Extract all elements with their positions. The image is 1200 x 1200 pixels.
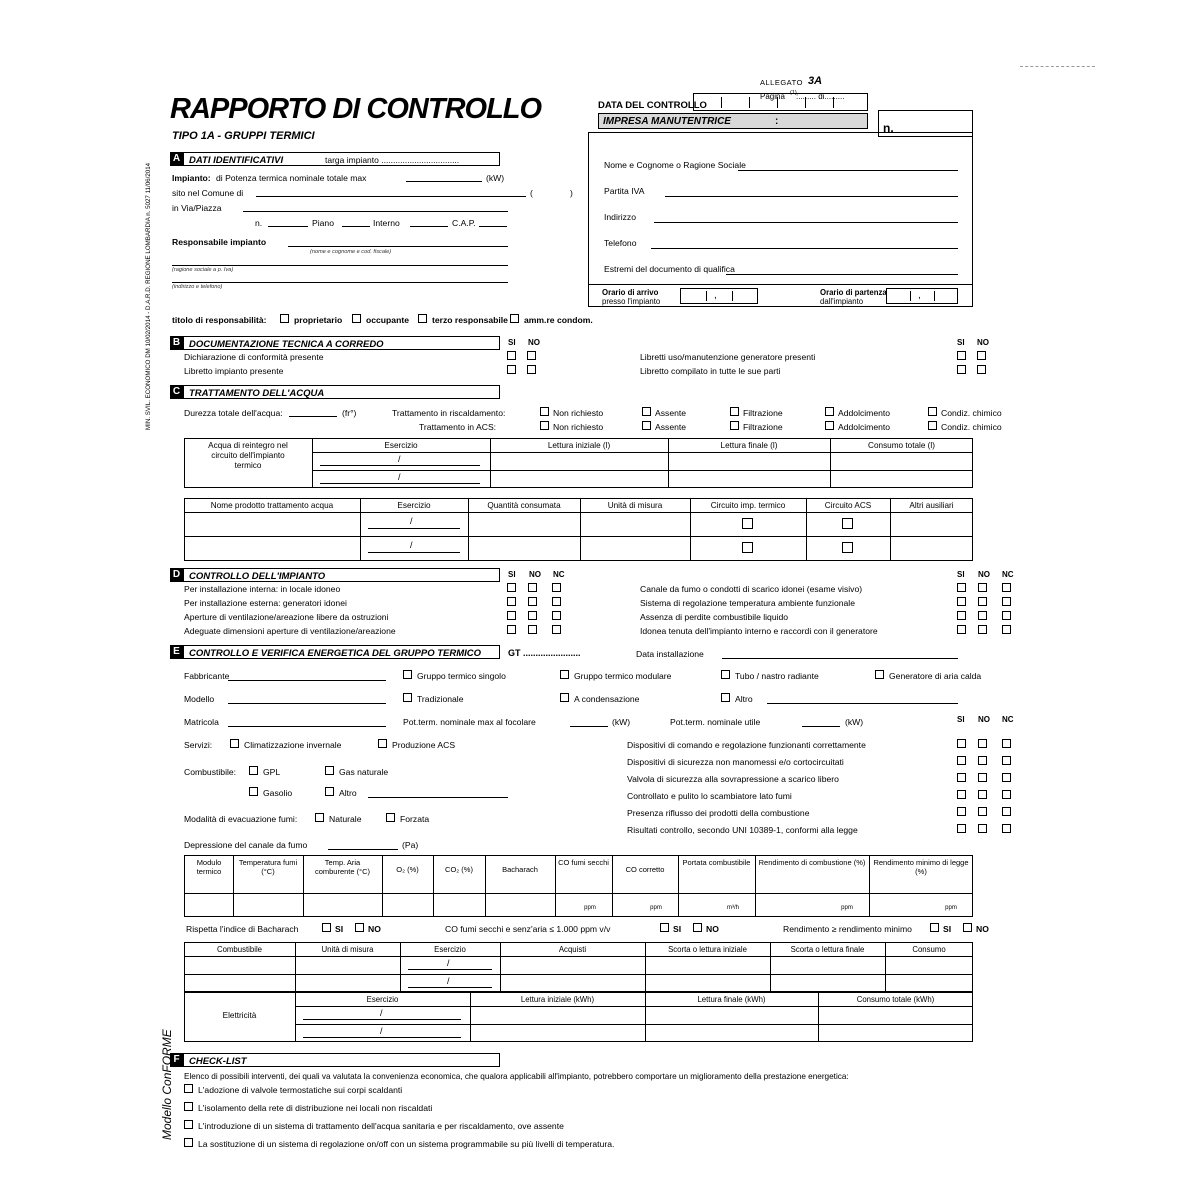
- e-altro-cb[interactable]: [721, 693, 730, 702]
- e-fumi-naturale-cb[interactable]: [315, 813, 324, 822]
- c2-head-0: Nome prodotto trattamento acqua: [210, 501, 334, 510]
- co-fumi-no-cb[interactable]: [693, 923, 702, 932]
- d-left-row-3: Adeguate dimensioni aperture di ventilazione/areazione: [184, 626, 396, 636]
- b-right-row-1: Libretto compilato in tutte le sue parti: [640, 366, 781, 376]
- d-r3-no[interactable]: [978, 625, 987, 634]
- c-acs-condiz-chimico[interactable]: [928, 421, 937, 430]
- f-item-1-cb[interactable]: [184, 1102, 193, 1111]
- b-right-0-si[interactable]: [957, 351, 966, 360]
- via-piazza-label: in Via/Piazza: [172, 203, 222, 213]
- d-left-row-0: Per installazione interna: in locale idoneo: [184, 584, 341, 594]
- fumi-opt-1: Forzata: [400, 814, 430, 824]
- f-item-0-cb[interactable]: [184, 1084, 193, 1093]
- e-condensazione-cb[interactable]: [560, 693, 569, 702]
- d-left-row-2: Aperture di ventilazione/areazione libere da ostruzioni: [184, 612, 389, 622]
- ct-head-10: Rendimento minimo di legge (%): [873, 858, 969, 876]
- allegato-label: ALLEGATO: [760, 78, 803, 87]
- responsabile-hint: (nome e cognome e cod. fiscale): [310, 249, 392, 255]
- responsabile-label: Responsabile impianto: [172, 237, 267, 247]
- c2-r0-circ-termico[interactable]: [742, 518, 753, 529]
- impresa-field-4: Estremi del documento di qualifica: [604, 264, 735, 274]
- d-r0-si[interactable]: [957, 583, 966, 592]
- pagina-label: Pagina: [760, 92, 785, 101]
- fabbricante-label: Fabbricante: [184, 671, 230, 681]
- e-check-1-si[interactable]: [957, 756, 966, 765]
- acqua-reintegro-l3: termico: [234, 461, 262, 470]
- kw-label: (kW): [486, 173, 505, 183]
- modalita-fumi-label: Modalità di evacuazione fumi:: [184, 814, 298, 824]
- e-check-3: Controllato e pulito lo scambiatore lato fumi: [627, 791, 792, 801]
- section-c-mark: C: [170, 385, 183, 399]
- b-left-0-si[interactable]: [507, 351, 516, 360]
- corner-dash: [1020, 66, 1095, 67]
- d-l0-no[interactable]: [528, 583, 537, 592]
- co-fumi-si-cb[interactable]: [660, 923, 669, 932]
- section-e-mark: E: [170, 645, 183, 659]
- opt-amm: amm.re condom.: [524, 315, 593, 325]
- e-tradizionale-cb[interactable]: [403, 693, 412, 702]
- e-tipo-0: Gruppo termico singolo: [417, 671, 506, 681]
- checkbox-occupante[interactable]: [352, 314, 361, 323]
- comb-opt-3: Altro: [339, 788, 357, 798]
- pot-utile-label: Pot.term. nominale utile: [670, 717, 761, 727]
- durezza-label: Durezza totale dell'acqua:: [184, 408, 283, 418]
- b-right-0-no[interactable]: [977, 351, 986, 360]
- acqua-reintegro-l2: circuito dell'impianto: [211, 451, 285, 460]
- e-check-4: Presenza riflusso dei prodotti della combustione: [627, 808, 810, 818]
- opt-proprietario: proprietario: [294, 315, 343, 325]
- e-check-3-si[interactable]: [957, 790, 966, 799]
- c2-head-1: Esercizio: [397, 501, 431, 510]
- c-risc-filtrazione[interactable]: [730, 407, 739, 416]
- b-left-row-0: Dichiarazione di conformità presente: [184, 352, 324, 362]
- c-opt-a1: Assente: [655, 422, 687, 432]
- c2-head-3: Unità di misura: [607, 501, 663, 510]
- ct-head-1: Temperatura fumi (°C): [238, 858, 298, 876]
- opt-terzo: terzo responsabile: [432, 315, 508, 325]
- servizi-label: Servizi:: [184, 740, 213, 750]
- rendimento-no-cb[interactable]: [963, 923, 972, 932]
- impresa-field-1: Partita IVA: [604, 186, 645, 196]
- d-r3-si[interactable]: [957, 625, 966, 634]
- e-check-2-nc[interactable]: [1002, 773, 1011, 782]
- e-check-3-nc[interactable]: [1002, 790, 1011, 799]
- c-opt-a4: Condiz. chimico: [941, 422, 1002, 432]
- d-l1-no[interactable]: [528, 597, 537, 606]
- section-a-title: DATI IDENTIFICATIVI: [189, 155, 284, 166]
- combustibile-label: Combustibile:: [184, 767, 237, 777]
- d-nc-label-r: NC: [1002, 570, 1014, 579]
- pa-label: (Pa): [402, 840, 419, 850]
- form-sheet: RAPPORTO DI CONTROLLO TIPO 1A - GRUPPI TERMICI ALLEGATO 3A Pagina (1) :........ di......... DATA DEL CONTROLLO IMPRESA MANUTENTRICE : n. Nome e Cognome o Ragione Sociale Partita IVA Indirizzo Telefono Estremi del documento di qualifica Orario di arrivo presso l'impianto , Orario di partenza dall'impianto , A DATI IDENTIFICATIVI targa impianto ................................. Impianto: di Potenza termica nominale totale max (kW) sito nel Comune di ( ) in Via/Piazza n. Piano Interno C.A.P. Responsabile impianto (nome e cognome e cod. fiscale) (ragione sociale a p. Iva) (indirizzo e telefono) titolo di responsabilità: proprietario occupante terzo responsabile amm.re condom. B DOCUMENTAZIONE TECNICA A CORREDO SI NO SI NO Dichiarazione di conformità presente Libretto impianto presente Libretti uso/manutenzione generatore presenti Libretto compilato in tutte le sue parti C TRATTAMENTO DELL'ACQUA Durezza totale dell'acqua: (fr°) Trattamento in riscaldamento: Trattamento in ACS: Non richiesto Assente Filtrazione Addolcimento Condiz. chimico Non richiesto Assente Filtrazione Addolcimento Condiz. chimico Acqua di reintegro nel circuito dell'impianto termico Esercizio Lettura iniziale (l) Lettura finale (l) Consumo totale (l) / / Nome prodotto trattamento acqua Esercizio Quantità consumata Unità di misura Circuito imp. termico Circuito ACS Altri ausiliari / / D CONTROLLO DELL'IMPIANTO SI NO NC SI NO NC Per installazione interna: in locale idoneo Per installazione esterna: generatori idonei Aperture di ventilazione/areazione libere da ostruzioni Adeguate dimensioni aperture di ventilazione/areazione Canale da fumo o condotti di scarico idonei (esame visivo) Sistema di regolazione temperatura ambiente funzionale Assenza di perdite combustibile liquido Idonea tenuta dell'impianto interno e raccordi con il generatore E CONTROLLO E VERIFICA ENERGETICA DEL GRUPPO TERMICO GT ....................... Data installazione Fabbricante Modello Matricola Gruppo termico singolo Gruppo termico modulare Tubo / nastro radiante Generatore di aria calda Tradizionale A condensazione Altro Pot.term. nominale max al focolare (kW) Pot.term. nominale utile (kW) SI NO NC Servizi: Climatizzazione invernale Produzione ACS Combustibile: GPL Gas naturale Gasolio Altro Modalità di evacuazione fumi: Naturale Forzata Depressione del canale da fumo (Pa) Dispositivi di comando e regolazione funzionanti correttamente Dispositivi di sicurezza non manomessi e/o cortocircuitati Valvola di sicurezza alla sovrapressione a scarico libero Controllato e pulito lo scambiatore lato fumi Presenza riflusso dei prodotti della combustione Risultati controllo, secondo UNI 10389-1, conformi alla legge Modulo termico Temperatura fumi (°C) Temp. Aria comburente (°C) O₂ (%) CO₂ (%) Bacharach CO fumi secchi CO corretto Portata combustibile Rendimento di combustione (%) Rendimento minimo di legge (%) ppm ppm m³/h ppm ppm Rispetta l'indice di Bacharach SI NO CO fumi secchi e senz'aria ≤ 1.000 ppm v/v SI NO Rendimento ≥ rendimento minimo SI NO Combustibile Unità di misura Esercizio Acquisti Scorta o lettura iniziale Scorta o lettura finale Consumo / / Elettricità Esercizio Lettura iniziale (kWh) Lettura finale (kWh) Consumo totale (kWh) / / F CHECK-LIST Elenco di possibili interventi, dei quali va valutata la convenienza economica, che qualora applicabili all'impianto, potrebbero comportare un miglioramento della prestazione energetica: L'adozione di valvole termostatiche sui corpi scaldanti L'isolamento della rete di distribuzione nei locali non riscaldati L'introduzione di un sistema di trattamento dell'acqua sanitaria e per riscaldamento, ove assente La sostituzione di un sistema di regolazione on/off con un sistema programmabile su più livelli di temperatura.: [170, 75, 1014, 1149]
- interno-label: Interno: [373, 218, 400, 228]
- bacharach-si-cb[interactable]: [322, 923, 331, 932]
- section-e-title: CONTROLLO E VERIFICA ENERGETICA DEL GRUPPO TERMICO: [189, 648, 482, 659]
- el-head-3: Consumo totale (kWh): [856, 995, 935, 1004]
- e-no-label: NO: [978, 715, 990, 724]
- e-check-0: Dispositivi di comando e regolazione funzionanti correttamente: [627, 740, 866, 750]
- d-l2-no[interactable]: [528, 611, 537, 620]
- b-right-row-0: Libretti uso/manutenzione generatore presenti: [640, 352, 816, 362]
- section-d-mark: D: [170, 568, 183, 582]
- modello-label: Modello: [184, 694, 215, 704]
- d-r0-nc[interactable]: [1002, 583, 1011, 592]
- d-nc-label: NC: [553, 570, 565, 579]
- cap-label: C.A.P.: [452, 218, 476, 228]
- ft-head-0: Combustibile: [216, 945, 263, 954]
- c-opt-r1: Assente: [655, 408, 687, 418]
- ft-head-6: Consumo: [912, 945, 946, 954]
- titolo-responsabilita-label: titolo di responsabilità:: [172, 315, 267, 325]
- c-opt-r3: Addolcimento: [838, 408, 891, 418]
- c2-head-4: Circuito imp. termico: [710, 501, 786, 510]
- c-acs-non-richiesto[interactable]: [540, 421, 549, 430]
- e-check-1-no[interactable]: [978, 756, 987, 765]
- targa-impianto[interactable]: targa impianto .................................: [325, 155, 460, 165]
- b-si-label: SI: [508, 338, 516, 347]
- e-check-5: Risultati controllo, secondo UNI 10389-1, conformi alla legge: [627, 825, 858, 835]
- d-no-label-r: NO: [978, 570, 990, 579]
- comb-opt-0: GPL: [263, 767, 281, 777]
- e-gpl-cb[interactable]: [249, 766, 258, 775]
- ct-head-7: CO corretto: [625, 865, 665, 874]
- e-tipo2-2: Altro: [735, 694, 753, 704]
- d-l3-si[interactable]: [507, 625, 516, 634]
- e-nc-label: NC: [1002, 715, 1014, 724]
- d-right-row-0: Canale da fumo o condotti di scarico idonei (esame visivo): [640, 584, 863, 594]
- co-fumi-si: SI: [673, 924, 682, 934]
- orario-partenza-field[interactable]: [886, 288, 958, 304]
- c2-head-2: Quantità consumata: [487, 501, 561, 510]
- elettricita-label: Elettricità: [222, 1011, 257, 1020]
- tratt-acs-label: Trattamento in ACS:: [419, 422, 497, 432]
- impresa-colon: :: [775, 116, 779, 127]
- e-check-2: Valvola di sicurezza alla sovrapressione a scarico libero: [627, 774, 839, 784]
- e-tipo2-0: Tradizionale: [417, 694, 464, 704]
- ct-unit-2: m³/h: [727, 905, 739, 911]
- b-no-label: NO: [528, 338, 540, 347]
- e-check-0-nc[interactable]: [1002, 739, 1011, 748]
- d-r1-si[interactable]: [957, 597, 966, 606]
- depressione-label: Depressione del canale da fumo: [184, 840, 308, 850]
- c-opt-a3: Addolcimento: [838, 422, 891, 432]
- ct-head-4: CO₂ (%): [445, 865, 473, 874]
- e-fumi-forzata-cb[interactable]: [386, 813, 395, 822]
- data-controllo-field[interactable]: [693, 93, 868, 111]
- f-item-0: L'adozione di valvole termostatiche sui corpi scaldanti: [198, 1085, 403, 1095]
- impianto-text: di Potenza termica nominale totale max: [216, 173, 367, 183]
- ft-head-2: Esercizio: [434, 945, 466, 954]
- allegato-value: 3A: [808, 75, 823, 87]
- tratt-risc-label: Trattamento in riscaldamento:: [392, 408, 506, 418]
- checkbox-terzo-responsabile[interactable]: [418, 314, 427, 323]
- impresa-box: [588, 132, 973, 307]
- b-left-row-1: Libretto impianto presente: [184, 366, 284, 376]
- data-controllo-label: DATA DEL CONTROLLO: [598, 100, 707, 111]
- c-opt-a0: Non richiesto: [553, 422, 604, 432]
- e-tipo-1: Gruppo termico modulare: [574, 671, 672, 681]
- page-subtitle: TIPO 1A - GRUPPI TERMICI: [172, 130, 315, 142]
- d-r2-no[interactable]: [978, 611, 987, 620]
- section-a-mark: A: [170, 152, 183, 166]
- pagina-dots: :........ di.........: [796, 92, 845, 101]
- d-l3-nc[interactable]: [552, 625, 561, 634]
- bacharach-si: SI: [335, 924, 344, 934]
- civico-label: n.: [255, 218, 263, 228]
- orario-arrivo-l1: Orario di arrivo: [602, 288, 659, 297]
- checkbox-amm-condominio[interactable]: [510, 314, 519, 323]
- section-f-title: CHECK-LIST: [189, 1056, 247, 1067]
- d-right-row-3: Idonea tenuta dell'impianto interno e raccordi con il generatore: [640, 626, 878, 636]
- ft-head-3: Acquisti: [558, 945, 587, 954]
- acqua-reintegro-l1: Acqua di reintegro nel: [208, 441, 288, 450]
- kw-focolare: (kW): [612, 717, 631, 727]
- n-label: n.: [883, 121, 894, 135]
- side-brand-text: Modello ConFORME: [160, 1029, 174, 1140]
- d-l1-nc[interactable]: [552, 597, 561, 606]
- rispetta-bacharach-label: Rispetta l'indice di Bacharach: [186, 924, 299, 934]
- pot-focolare-label: Pot.term. nominale max al focolare: [403, 717, 536, 727]
- c-opt-r4: Condiz. chimico: [941, 408, 1002, 418]
- d-right-row-2: Assenza di perdite combustibile liquido: [640, 612, 789, 622]
- c2-head-5: Circuito ACS: [824, 501, 872, 510]
- c1-head-3: Consumo totale (l): [868, 441, 935, 450]
- d-r2-si[interactable]: [957, 611, 966, 620]
- d-r3-nc[interactable]: [1002, 625, 1011, 634]
- d-l0-si[interactable]: [507, 583, 516, 592]
- d-l1-si[interactable]: [507, 597, 516, 606]
- ct-unit-1: ppm: [650, 905, 662, 911]
- rendimento-no: NO: [976, 924, 989, 934]
- checkbox-proprietario[interactable]: [280, 314, 289, 323]
- e-clima-invernale-cb[interactable]: [230, 739, 239, 748]
- section-f-mark: F: [170, 1053, 183, 1067]
- el-head-1: Lettura iniziale (kWh): [520, 995, 595, 1004]
- pagina-sup: (1): [790, 90, 797, 96]
- e-check-0-no[interactable]: [978, 739, 987, 748]
- servizi-opt-0: Climatizzazione invernale: [244, 740, 342, 750]
- ct-head-2: Temp. Aria comburente (°C): [314, 858, 371, 876]
- e-gasolio-cb[interactable]: [249, 787, 258, 796]
- rendimento-si: SI: [943, 924, 952, 934]
- impresa-label: IMPRESA MANUTENTRICE: [603, 116, 731, 127]
- e-check-1-nc[interactable]: [1002, 756, 1011, 765]
- d-l2-si[interactable]: [507, 611, 516, 620]
- e-aria-calda-cb[interactable]: [875, 670, 884, 679]
- e-altro-comb-cb[interactable]: [325, 787, 334, 796]
- rendimento-si-cb[interactable]: [930, 923, 939, 932]
- e-tipo-2: Tubo / nastro radiante: [735, 671, 819, 681]
- c-acs-addolcimento[interactable]: [825, 421, 834, 430]
- e-produzione-acs-cb[interactable]: [378, 739, 387, 748]
- orario-arrivo-l2: presso l'impianto: [602, 297, 661, 306]
- f-item-3: La sostituzione di un sistema di regolazione on/off con un sistema programmabile su più livelli di temperatura.: [198, 1139, 615, 1149]
- ct-head-0: Modulo termico: [196, 858, 222, 876]
- impresa-field-2: Indirizzo: [604, 212, 636, 222]
- f-item-2: L'introduzione di un sistema di trattamento dell'acqua sanitaria e per riscaldamento, ove assente: [198, 1121, 564, 1131]
- sito-comune-label: sito nel Comune di: [172, 188, 244, 198]
- c1-head-1: Lettura iniziale (l): [547, 441, 611, 450]
- ct-head-8: Portata combustibile: [682, 858, 751, 867]
- e-check-2-no[interactable]: [978, 773, 987, 782]
- e-gas-naturale-cb[interactable]: [325, 766, 334, 775]
- b-left-0-no[interactable]: [527, 351, 536, 360]
- e-check-3-no[interactable]: [978, 790, 987, 799]
- side-legal-text: MIN. SVIL. ECONOMICO DM 10/02/2014 - D.A.R.D. REGIONE LOMBARDIA n. 5027 11/06/2014: [145, 162, 152, 430]
- rendimento-label: Rendimento ≥ rendimento minimo: [783, 924, 912, 934]
- checklist-intro: Elenco di possibili interventi, dei quali va valutata la convenienza economica, che qualora applicabili all'impianto, potrebbero comportare un miglioramento della prestazione energetica:: [184, 1072, 849, 1081]
- d-r1-no[interactable]: [978, 597, 987, 606]
- ft-head-4: Scorta o lettura iniziale: [668, 945, 747, 954]
- ct-head-3: O₂ (%): [396, 865, 419, 874]
- d-r2-nc[interactable]: [1002, 611, 1011, 620]
- orario-partenza-l1: Orario di partenza: [820, 288, 887, 297]
- c1-head-0: Esercizio: [384, 441, 418, 450]
- c-risc-condiz-chimico[interactable]: [928, 407, 937, 416]
- fr-label: (fr°): [342, 408, 357, 418]
- e-si-label: SI: [957, 715, 965, 724]
- c-risc-addolcimento[interactable]: [825, 407, 834, 416]
- d-l2-nc[interactable]: [552, 611, 561, 620]
- c-risc-non-richiesto[interactable]: [540, 407, 549, 416]
- c2-r1-circ-termico[interactable]: [742, 542, 753, 553]
- e-tubo-radiante-cb[interactable]: [721, 670, 730, 679]
- impianto-label: Impianto:: [172, 173, 211, 183]
- e-check-1: Dispositivi di sicurezza non manomessi e/o cortocircuitati: [627, 757, 844, 767]
- c-opt-r2: Filtrazione: [743, 408, 783, 418]
- kw-utile: (kW): [845, 717, 864, 727]
- d-si-label: SI: [508, 570, 516, 579]
- impresa-field-0: Nome e Cognome o Ragione Sociale: [604, 160, 746, 170]
- e-check-4-si[interactable]: [957, 807, 966, 816]
- ft-head-5: Scorta o lettura finale: [790, 945, 865, 954]
- e-check-0-si[interactable]: [957, 739, 966, 748]
- f-item-1: L'isolamento della rete di distribuzione nei locali non riscaldati: [198, 1103, 433, 1113]
- e-check-5-si[interactable]: [957, 824, 966, 833]
- e-check-5-no[interactable]: [978, 824, 987, 833]
- ct-unit-3: ppm: [841, 905, 853, 911]
- ft-head-1: Unità di misura: [321, 945, 374, 954]
- orario-partenza-l2: dall'impianto: [820, 297, 864, 306]
- ct-unit-4: ppm: [945, 905, 957, 911]
- el-head-0: Esercizio: [366, 995, 399, 1004]
- matricola-label: Matricola: [184, 717, 219, 727]
- c2-r1-circ-acs[interactable]: [842, 542, 853, 553]
- comb-opt-1: Gas naturale: [339, 767, 389, 777]
- b-left-1-no[interactable]: [527, 365, 536, 374]
- d-no-label: NO: [529, 570, 541, 579]
- section-b-title: DOCUMENTAZIONE TECNICA A CORREDO: [189, 339, 384, 350]
- e-check-5-nc[interactable]: [1002, 824, 1011, 833]
- ct-head-5: Bacharach: [502, 865, 538, 874]
- page-title: RAPPORTO DI CONTROLLO: [170, 93, 542, 125]
- c-risc-assente[interactable]: [642, 407, 651, 416]
- e-gruppo-singolo-cb[interactable]: [403, 670, 412, 679]
- ct-head-6: CO fumi secchi: [558, 858, 609, 867]
- fumi-opt-0: Naturale: [329, 814, 362, 824]
- f-item-3-cb[interactable]: [184, 1138, 193, 1147]
- bacharach-no: NO: [368, 924, 381, 934]
- c2-r0-circ-acs[interactable]: [842, 518, 853, 529]
- d-r0-no[interactable]: [978, 583, 987, 592]
- e-tipo2-1: A condensazione: [574, 694, 640, 704]
- piano-label: Piano: [312, 218, 334, 228]
- d-l0-nc[interactable]: [552, 583, 561, 592]
- data-installazione-label: Data installazione: [636, 649, 704, 659]
- e-tipo-3: Generatore di aria calda: [889, 671, 982, 681]
- c-acs-assente[interactable]: [642, 421, 651, 430]
- servizi-opt-1: Produzione ACS: [392, 740, 456, 750]
- c1-head-2: Lettura finale (l): [720, 441, 778, 450]
- d-right-row-1: Sistema di regolazione temperatura ambiente funzionale: [640, 598, 855, 608]
- c-opt-a2: Filtrazione: [743, 422, 783, 432]
- section-c-title: TRATTAMENTO DELL'ACQUA: [189, 388, 325, 399]
- section-d-title: CONTROLLO DELL'IMPIANTO: [189, 571, 326, 582]
- b-si-label-r: SI: [957, 338, 965, 347]
- e-check-2-si[interactable]: [957, 773, 966, 782]
- bacharach-no-cb[interactable]: [355, 923, 364, 932]
- el-head-2: Lettura finale (kWh): [697, 995, 766, 1004]
- gt-label[interactable]: GT .......................: [508, 648, 581, 658]
- d-si-label-r: SI: [957, 570, 965, 579]
- b-left-1-si[interactable]: [507, 365, 516, 374]
- co-fumi-no: NO: [706, 924, 719, 934]
- indirizzo-hint: (indirizzo e telefono): [172, 284, 223, 290]
- c-acs-filtrazione[interactable]: [730, 421, 739, 430]
- b-no-label-r: NO: [977, 338, 989, 347]
- impresa-field-3: Telefono: [604, 238, 637, 248]
- ct-unit-0: ppm: [584, 905, 596, 911]
- d-r1-nc[interactable]: [1002, 597, 1011, 606]
- section-b-mark: B: [170, 336, 183, 350]
- b-right-1-si[interactable]: [957, 365, 966, 374]
- c-opt-r0: Non richiesto: [553, 408, 604, 418]
- f-item-2-cb[interactable]: [184, 1120, 193, 1129]
- e-check-4-nc[interactable]: [1002, 807, 1011, 816]
- orario-arrivo-field[interactable]: [680, 288, 758, 304]
- c2-head-6: Altri ausiliari: [909, 501, 954, 510]
- co-fumi-label: CO fumi secchi e senz'aria ≤ 1.000 ppm v/v: [445, 924, 611, 934]
- d-l3-no[interactable]: [528, 625, 537, 634]
- ragione-hint: (ragione sociale a p. Iva): [172, 267, 234, 273]
- e-gruppo-modulare-cb[interactable]: [560, 670, 569, 679]
- d-left-row-1: Per installazione esterna: generatori idonei: [184, 598, 347, 608]
- comb-opt-2: Gasolio: [263, 788, 293, 798]
- opt-occupante: occupante: [366, 315, 409, 325]
- e-check-4-no[interactable]: [978, 807, 987, 816]
- b-right-1-no[interactable]: [977, 365, 986, 374]
- ct-head-9: Rendimento di combustione (%): [758, 858, 866, 867]
